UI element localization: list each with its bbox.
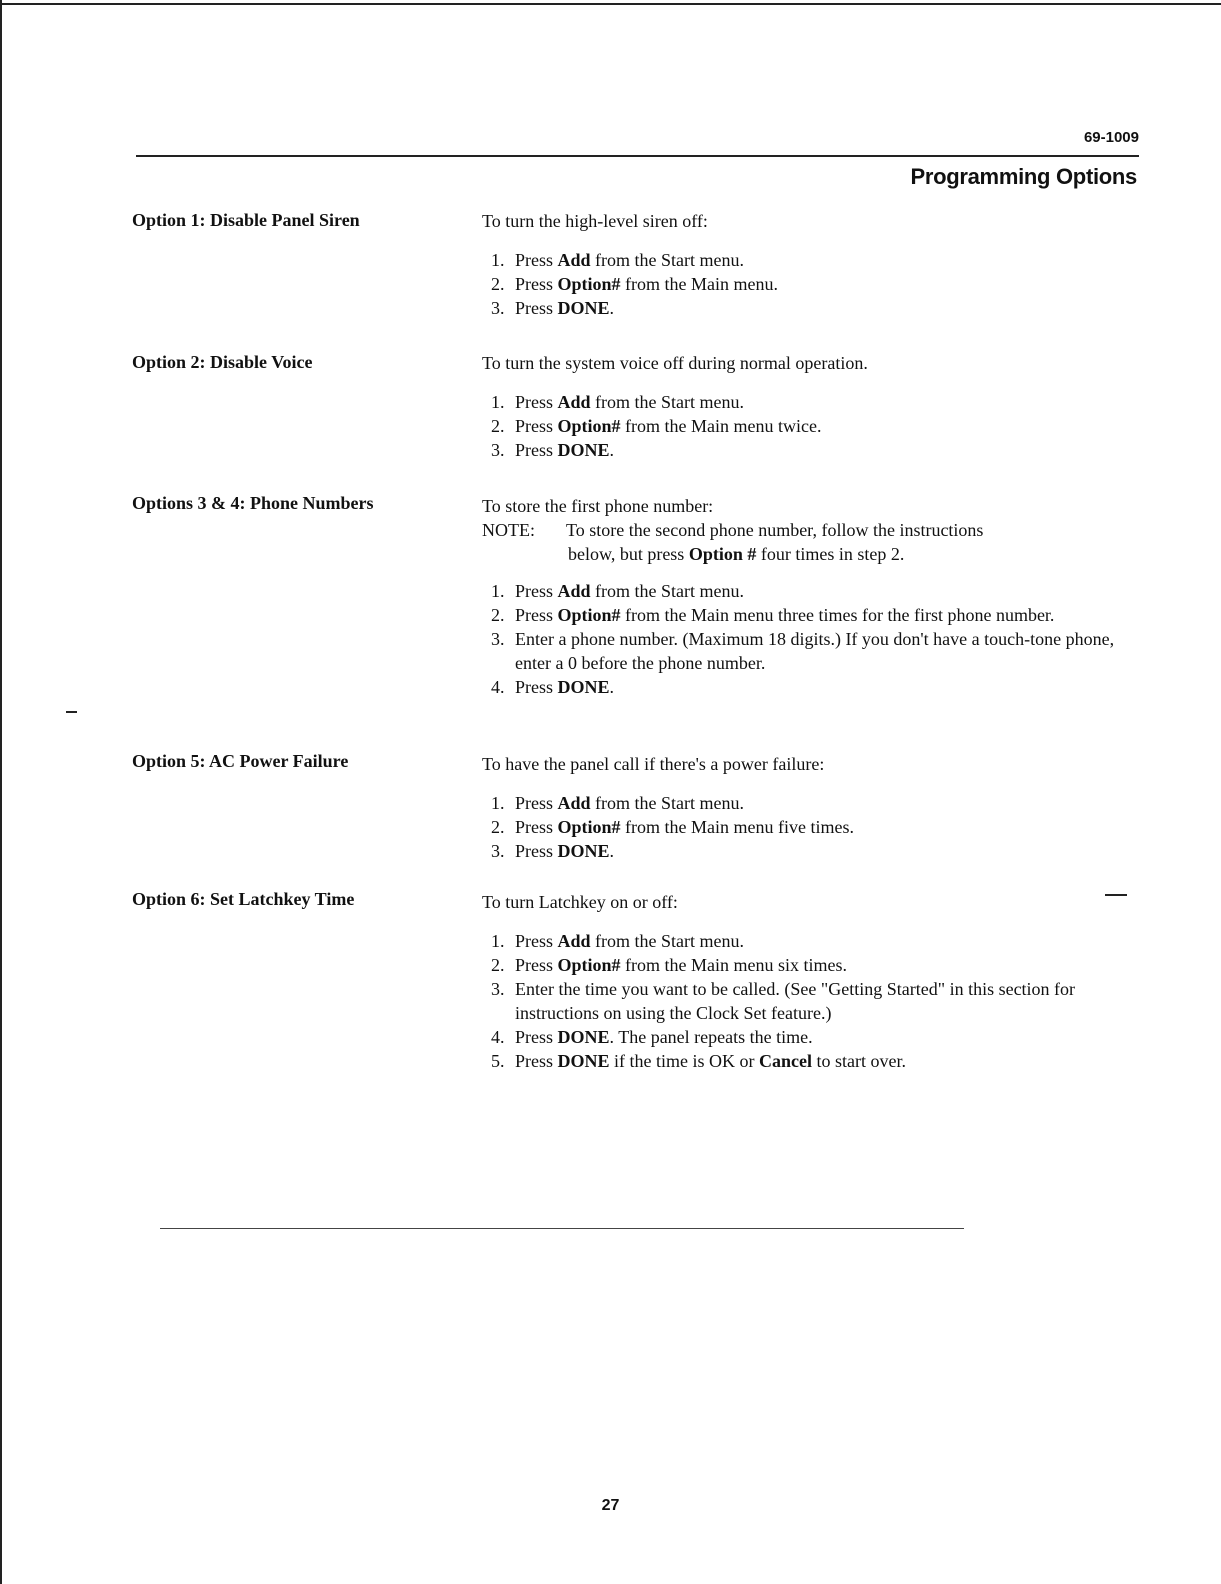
option-3-4-block xyxy=(482,494,1132,699)
text-run: . The panel repeats the time. xyxy=(609,1027,813,1047)
footer-divider xyxy=(160,1228,964,1229)
step-number: 3. xyxy=(491,440,505,460)
bold-term: Option # xyxy=(688,544,757,564)
step-item xyxy=(482,438,1132,462)
step-item xyxy=(482,414,1132,438)
option-6-intro: To turn Latchkey on or off: xyxy=(482,892,678,912)
text-run: from the Start menu. xyxy=(590,581,745,601)
step-item xyxy=(482,296,1132,320)
step-number: 3. xyxy=(491,841,505,861)
step-number: 1. xyxy=(491,250,505,270)
top-page-edge xyxy=(0,3,1221,5)
text-run: from the Start menu. xyxy=(590,793,745,813)
step-item xyxy=(482,839,1132,863)
step-number: 2. xyxy=(491,817,505,837)
text-run: Enter a phone number. (Maximum 18 digits.) If you don't have a touch-tone phone, enter a 0 before the phone number. xyxy=(515,629,1115,673)
step-number: 2. xyxy=(491,274,505,294)
text-run: . xyxy=(609,440,615,460)
step-item xyxy=(482,791,1132,815)
bold-term: DONE xyxy=(557,1027,610,1047)
step-item xyxy=(482,272,1132,296)
text-run: from the Main menu. xyxy=(620,274,779,294)
bold-term: DONE xyxy=(557,298,610,318)
document-number: 69-1009 xyxy=(1083,129,1139,146)
bold-term: Option# xyxy=(557,955,621,975)
step-number: 4. xyxy=(491,1027,505,1047)
text-run: Press xyxy=(515,1051,558,1071)
option-2-label: Option 2: Disable Voice xyxy=(132,352,313,372)
text-run: Press xyxy=(515,274,558,294)
bold-term: Option# xyxy=(557,605,621,625)
step-number: 1. xyxy=(491,931,505,951)
note xyxy=(482,518,1132,566)
text-run: if the time is OK or xyxy=(609,1051,760,1071)
bold-term: Add xyxy=(557,581,591,601)
option-5-block xyxy=(482,752,1132,863)
text-run: . xyxy=(609,677,615,697)
bold-term: Option# xyxy=(557,274,621,294)
text-run: from the Main menu three times for the first phone number. xyxy=(620,605,1055,625)
text-run: below, but press xyxy=(568,544,689,564)
step-item xyxy=(482,390,1132,414)
option-2-intro: To turn the system voice off during normal operation. xyxy=(482,353,868,373)
bold-term: DONE xyxy=(557,841,610,861)
text-run: Press xyxy=(515,1027,558,1047)
text-run: Press xyxy=(515,298,558,318)
option-5-steps xyxy=(482,791,1132,863)
note-text xyxy=(566,520,983,540)
text-run: Press xyxy=(515,677,558,697)
bold-term: Option# xyxy=(557,416,621,436)
bold-term: Add xyxy=(557,250,591,270)
step-item xyxy=(482,675,1132,699)
bold-term: Add xyxy=(557,392,591,412)
option-6-label: Option 6: Set Latchkey Time xyxy=(132,889,355,909)
step-number: 3. xyxy=(491,298,505,318)
step-item xyxy=(482,1049,1132,1073)
text-run: Press xyxy=(515,416,558,436)
text-run: from the Start menu. xyxy=(590,931,745,951)
text-run: Press xyxy=(515,581,558,601)
text-run: to start over. xyxy=(812,1051,906,1071)
note-label: NOTE: xyxy=(482,520,535,540)
step-item xyxy=(482,603,1132,627)
step-number: 3. xyxy=(491,979,505,999)
step-number: 3. xyxy=(491,629,505,649)
step-item xyxy=(482,248,1132,272)
header-divider xyxy=(136,155,1139,157)
margin-mark xyxy=(66,711,77,713)
option-6-block xyxy=(482,890,1132,1073)
option-3-4-steps xyxy=(482,579,1132,699)
bold-term: Cancel xyxy=(759,1051,813,1071)
option-5-intro: To have the panel call if there's a power failure: xyxy=(482,754,825,774)
step-number: 2. xyxy=(491,955,505,975)
text-run: Press xyxy=(515,440,558,460)
text-run: . xyxy=(609,298,615,318)
text-run: To store the second phone number, follow the instructions xyxy=(566,520,984,540)
text-run: Press xyxy=(515,392,558,412)
step-item xyxy=(482,977,1132,1025)
text-run: Press xyxy=(515,793,558,813)
step-item xyxy=(482,929,1132,953)
step-item xyxy=(482,627,1132,675)
step-item xyxy=(482,953,1132,977)
page-number: 27 xyxy=(601,1497,620,1514)
text-run: from the Start menu. xyxy=(590,250,745,270)
step-item xyxy=(482,579,1132,603)
option-3-4-intro: To store the first phone number: xyxy=(482,496,714,516)
step-item xyxy=(482,815,1132,839)
step-number: 4. xyxy=(491,677,505,697)
option-3-4-label: Options 3 & 4: Phone Numbers xyxy=(132,493,374,513)
step-number: 5. xyxy=(491,1051,505,1071)
text-run: Press xyxy=(515,931,558,951)
text-run: Press xyxy=(515,841,558,861)
option-1-intro: To turn the high-level siren off: xyxy=(482,211,708,231)
bold-term: Add xyxy=(557,793,591,813)
bold-term: DONE xyxy=(557,440,610,460)
text-run: Press xyxy=(515,250,558,270)
step-item xyxy=(482,1025,1132,1049)
option-1-label: Option 1: Disable Panel Siren xyxy=(132,210,360,230)
text-run: . xyxy=(609,841,615,861)
text-run: Press xyxy=(515,955,558,975)
text-run: four times in step 2. xyxy=(756,544,905,564)
option-2-steps xyxy=(482,390,1132,462)
margin-mark-right xyxy=(1105,894,1127,896)
bold-term: DONE xyxy=(557,1051,610,1071)
text-run: from the Main menu five times. xyxy=(620,817,854,837)
text-run: from the Main menu six times. xyxy=(620,955,848,975)
option-1-block xyxy=(482,209,1132,320)
option-1-steps xyxy=(482,248,1132,320)
section-title: Programming Options xyxy=(910,164,1137,189)
option-6-steps xyxy=(482,929,1132,1073)
bold-term: Option# xyxy=(557,817,621,837)
text-run: Press xyxy=(515,817,558,837)
text-run: Enter the time you want to be called. (See "Getting Started" in this section for instructions on using the Clock Set feature.) xyxy=(515,979,1076,1023)
bold-term: Add xyxy=(557,931,591,951)
step-number: 1. xyxy=(491,392,505,412)
option-2-block xyxy=(482,351,1132,462)
step-number: 2. xyxy=(491,605,505,625)
text-run: from the Start menu. xyxy=(590,392,745,412)
step-number: 1. xyxy=(491,581,505,601)
text-run: Press xyxy=(515,605,558,625)
note-continuation xyxy=(482,542,1132,566)
left-page-edge xyxy=(0,0,2,1584)
option-5-label: Option 5: AC Power Failure xyxy=(132,751,349,771)
text-run: from the Main menu twice. xyxy=(620,416,822,436)
step-number: 2. xyxy=(491,416,505,436)
bold-term: DONE xyxy=(557,677,610,697)
step-number: 1. xyxy=(491,793,505,813)
